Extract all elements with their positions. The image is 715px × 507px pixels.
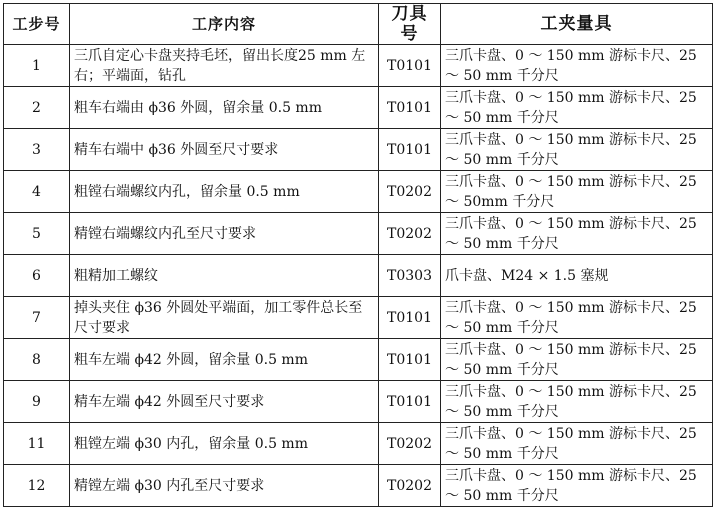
- fixture-cell: 三爪卡盘、0 ～ 150 mm 游标卡尺、25 ～ 50 mm 千分尺: [441, 339, 713, 381]
- process-content-cell: 粗镗左端 ϕ30 内孔，留余量 0.5 mm: [70, 423, 379, 465]
- header-content: 工序内容: [70, 4, 379, 45]
- tool-number-cell: T0202: [379, 423, 441, 465]
- tool-number-cell: T0101: [379, 381, 441, 423]
- process-content-cell: 粗车左端 ϕ42 外圆，留余量 0.5 mm: [70, 339, 379, 381]
- step-number-cell: 1: [4, 45, 70, 87]
- step-number-cell: 3: [4, 129, 70, 171]
- tool-number-cell: T0202: [379, 465, 441, 507]
- tool-number-cell: T0101: [379, 339, 441, 381]
- table-row: [4, 423, 713, 465]
- header-tool: 刀具号: [379, 4, 441, 45]
- process-content-cell: 粗精加工螺纹: [70, 255, 379, 297]
- step-number-cell: 8: [4, 339, 70, 381]
- fixture-cell: 三爪卡盘、0 ～ 150 mm 游标卡尺、25 ～ 50 mm 千分尺: [441, 297, 713, 339]
- fixture-cell: 三爪卡盘、0 ～ 150 mm 游标卡尺、25 ～ 50 mm 千分尺: [441, 213, 713, 255]
- table-row: [4, 87, 713, 129]
- fixture-cell: 三爪卡盘、0 ～ 150 mm 游标卡尺、25 ～ 50 mm 千分尺: [441, 423, 713, 465]
- process-content-cell: 粗镗右端螺纹内孔，留余量 0.5 mm: [70, 171, 379, 213]
- step-number-cell: 9: [4, 381, 70, 423]
- fixture-cell: 三爪卡盘、0 ～ 150 mm 游标卡尺、25 ～ 50 mm 千分尺: [441, 129, 713, 171]
- process-content-cell: 精车右端中 ϕ36 外圆至尺寸要求: [70, 129, 379, 171]
- table-row: [4, 465, 713, 507]
- header-row: [4, 4, 713, 45]
- tool-number-cell: T0101: [379, 129, 441, 171]
- process-content-cell: 三爪自定心卡盘夹持毛坯，留出长度25 mm 左右；平端面，钻孔: [70, 45, 379, 87]
- step-number-cell: 4: [4, 171, 70, 213]
- tool-number-cell: T0303: [379, 255, 441, 297]
- fixture-cell: 三爪卡盘、0 ～ 150 mm 游标卡尺、25 ～ 50 mm 千分尺: [441, 381, 713, 423]
- table-row: [4, 297, 713, 339]
- step-number-cell: 12: [4, 465, 70, 507]
- step-number-cell: 5: [4, 213, 70, 255]
- table-row: [4, 339, 713, 381]
- fixture-cell: 三爪卡盘、0 ～ 150 mm 游标卡尺、25 ～ 50mm 千分尺: [441, 171, 713, 213]
- table-row: [4, 171, 713, 213]
- fixture-cell: 爪卡盘、M24 × 1.5 塞规: [441, 255, 713, 297]
- process-table: [3, 3, 713, 507]
- tool-number-cell: T0101: [379, 87, 441, 129]
- table-row: [4, 45, 713, 87]
- process-content-cell: 粗车右端由 ϕ36 外圆，留余量 0.5 mm: [70, 87, 379, 129]
- table-row: [4, 255, 713, 297]
- tool-number-cell: T0202: [379, 213, 441, 255]
- process-content-cell: 掉头夹住 ϕ36 外圆处平端面，加工零件总长至尺寸要求: [70, 297, 379, 339]
- tool-number-cell: T0101: [379, 45, 441, 87]
- process-content-cell: 精镗左端 ϕ30 内孔至尺寸要求: [70, 465, 379, 507]
- step-number-cell: 7: [4, 297, 70, 339]
- table-row: [4, 129, 713, 171]
- step-number-cell: 2: [4, 87, 70, 129]
- process-content-cell: 精镗右端螺纹内孔至尺寸要求: [70, 213, 379, 255]
- table-row: [4, 381, 713, 423]
- tool-number-cell: T0202: [379, 171, 441, 213]
- process-content-cell: 精车左端 ϕ42 外圆至尺寸要求: [70, 381, 379, 423]
- header-step: 工步号: [4, 4, 70, 45]
- tool-number-cell: T0101: [379, 297, 441, 339]
- step-number-cell: 11: [4, 423, 70, 465]
- table-header: [4, 4, 713, 45]
- table-row: [4, 213, 713, 255]
- table-body: [4, 45, 713, 507]
- fixture-cell: 三爪卡盘、0 ～ 150 mm 游标卡尺、25 ～ 50 mm 千分尺: [441, 465, 713, 507]
- fixture-cell: 三爪卡盘、0 ～ 150 mm 游标卡尺、25 ～ 50 mm 千分尺: [441, 45, 713, 87]
- step-number-cell: 6: [4, 255, 70, 297]
- fixture-cell: 三爪卡盘、0 ～ 150 mm 游标卡尺、25 ～ 50 mm 千分尺: [441, 87, 713, 129]
- header-fixture: 工夹量具: [441, 4, 713, 45]
